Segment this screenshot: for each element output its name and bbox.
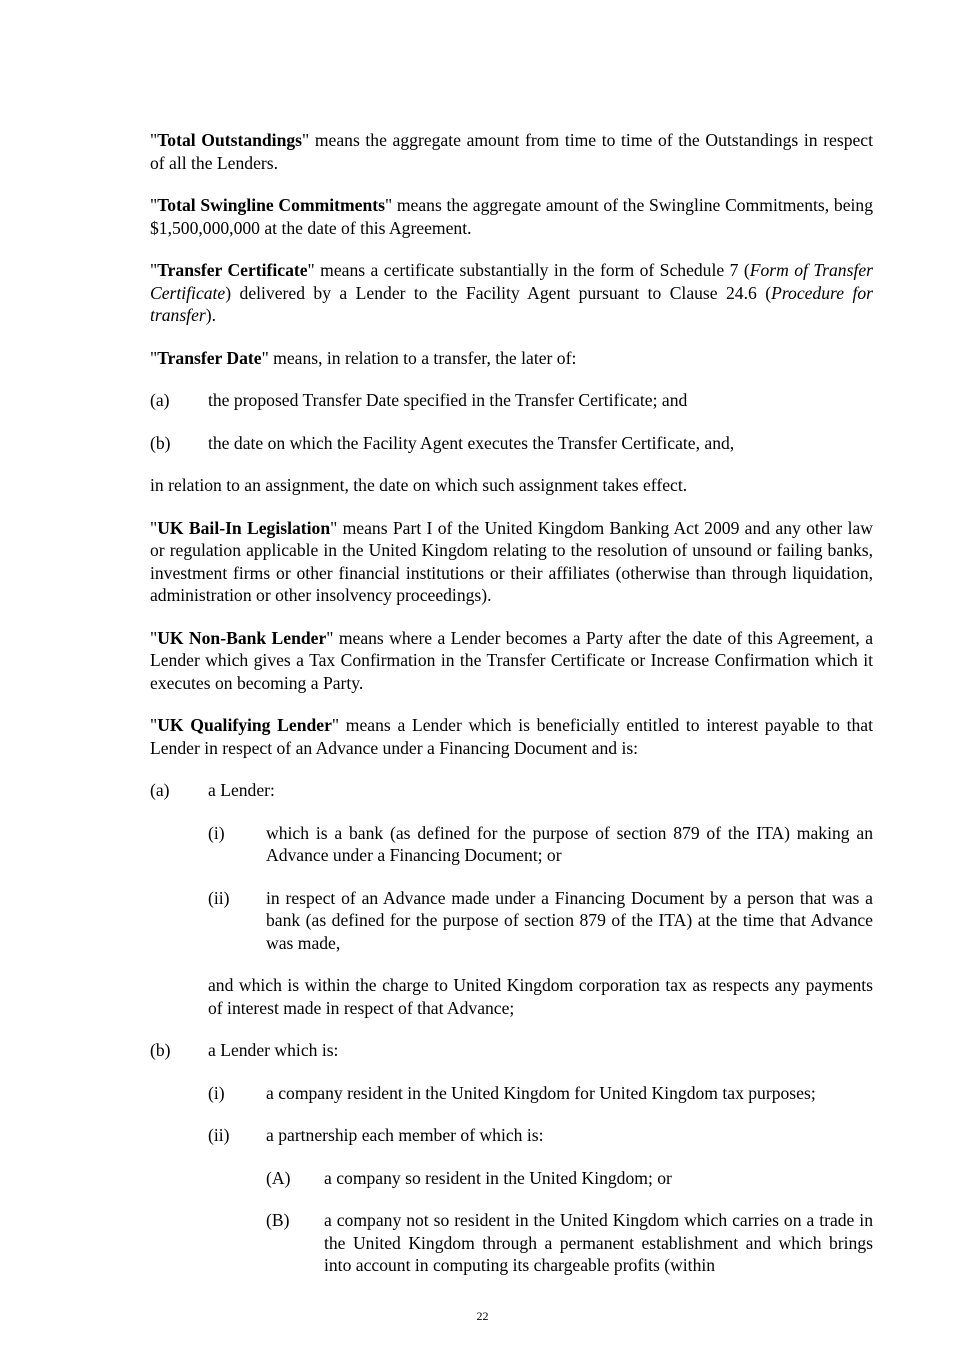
list-item: (a) the proposed Transfer Date specified in the Transfer Certificate; and: [150, 390, 688, 410]
defined-term: UK Bail-In Legislation: [157, 517, 331, 538]
page-number: 22: [476, 1309, 489, 1323]
definition-total-swingline-commitments: "Total Swingline Commitments" means the aggregate amount of the Swingline Commitments, being $1,500,000,000 at the date of this Agreement.: [150, 195, 873, 238]
definition-transfer-certificate: "Transfer Certificate" means a certificate substantially in the form of Schedule 7 (Form of Transfer Certificate) delivered by a Lender to the Facility Agent pursuant to Clause 24.6 (Procedure for transfer).: [150, 260, 873, 325]
list-item: (a) a Lender:: [150, 780, 275, 800]
list-item: (B) a company not so resident in the United Kingdom which carries on a trade in the United Kingdom through a permanent establishment and which brings into account in computing its chargeable profits (within: [266, 1210, 873, 1275]
definition-uk-non-bank-lender: "UK Non-Bank Lender" means where a Lender becomes a Party after the date of this Agreement, a Lender which gives a Tax Confirmation in the Transfer Certificate or Increase Confirmation which it executes on becoming a Party.: [150, 627, 874, 693]
list-item: (b) the date on which the Facility Agent executes the Transfer Certificate, and,: [150, 432, 735, 453]
list-item: (ii) in respect of an Advance made under a Financing Document by a person that was a bank (as defined for the purpose of section 879 of the ITA) at the time that Advance was made,: [208, 887, 873, 953]
defined-term: UK Qualifying Lender: [157, 715, 332, 735]
list-item: (i) which is a bank (as defined for the purpose of section 879 of the ITA) making an Advance under a Financing Document; or: [208, 822, 873, 865]
list-item: (i) a company resident in the United Kingdom for United Kingdom tax purposes;: [208, 1082, 816, 1103]
paragraph: and which is within the charge to United Kingdom corporation tax as respects any payments of interest made in respect of that Advance;: [208, 975, 873, 1018]
cross-reference: Procedure for transfer: [150, 282, 873, 325]
defined-term: UK Non-Bank Lender: [157, 627, 327, 648]
defined-term: Transfer Certificate: [157, 260, 308, 280]
document-page: [150, 129, 873, 1297]
list-item: (ii) a partnership each member of which is:: [208, 1125, 544, 1145]
defined-term: Total Swingline Commitments: [157, 195, 385, 215]
list-item: (A) a company so resident in the United Kingdom; or: [266, 1167, 672, 1188]
definition-transfer-date: "Transfer Date" means, in relation to a transfer, the later of:: [150, 347, 577, 368]
definition-uk-qualifying-lender: "UK Qualifying Lender" means a Lender which is beneficially entitled to interest payable to that Lender in respect of an Advance under a Financing Document and is:: [150, 715, 873, 758]
paragraph: in relation to an assignment, the date on which such assignment takes effect.: [150, 475, 688, 495]
defined-term: Total Outstandings: [157, 130, 303, 150]
cross-reference: Form of Transfer Certificate: [150, 260, 873, 303]
defined-term: Transfer Date: [157, 347, 262, 368]
definition-total-outstandings: "Total Outstandings" means the aggregate amount from time to time of the Outstandings in respect of all the Lenders.: [150, 130, 874, 173]
definition-uk-bail-in-legislation: "UK Bail-In Legislation" means Part I of the United Kingdom Banking Act 2009 and any other law or regulation applicable in the United Kingdom relating to the resolution of unsound or failing banks, investment firms or other financial institutions or their affiliates (otherwise than through liquidation, administration or other insolvency proceedings).: [150, 517, 873, 605]
list-item: (b) a Lender which is:: [150, 1040, 339, 1060]
